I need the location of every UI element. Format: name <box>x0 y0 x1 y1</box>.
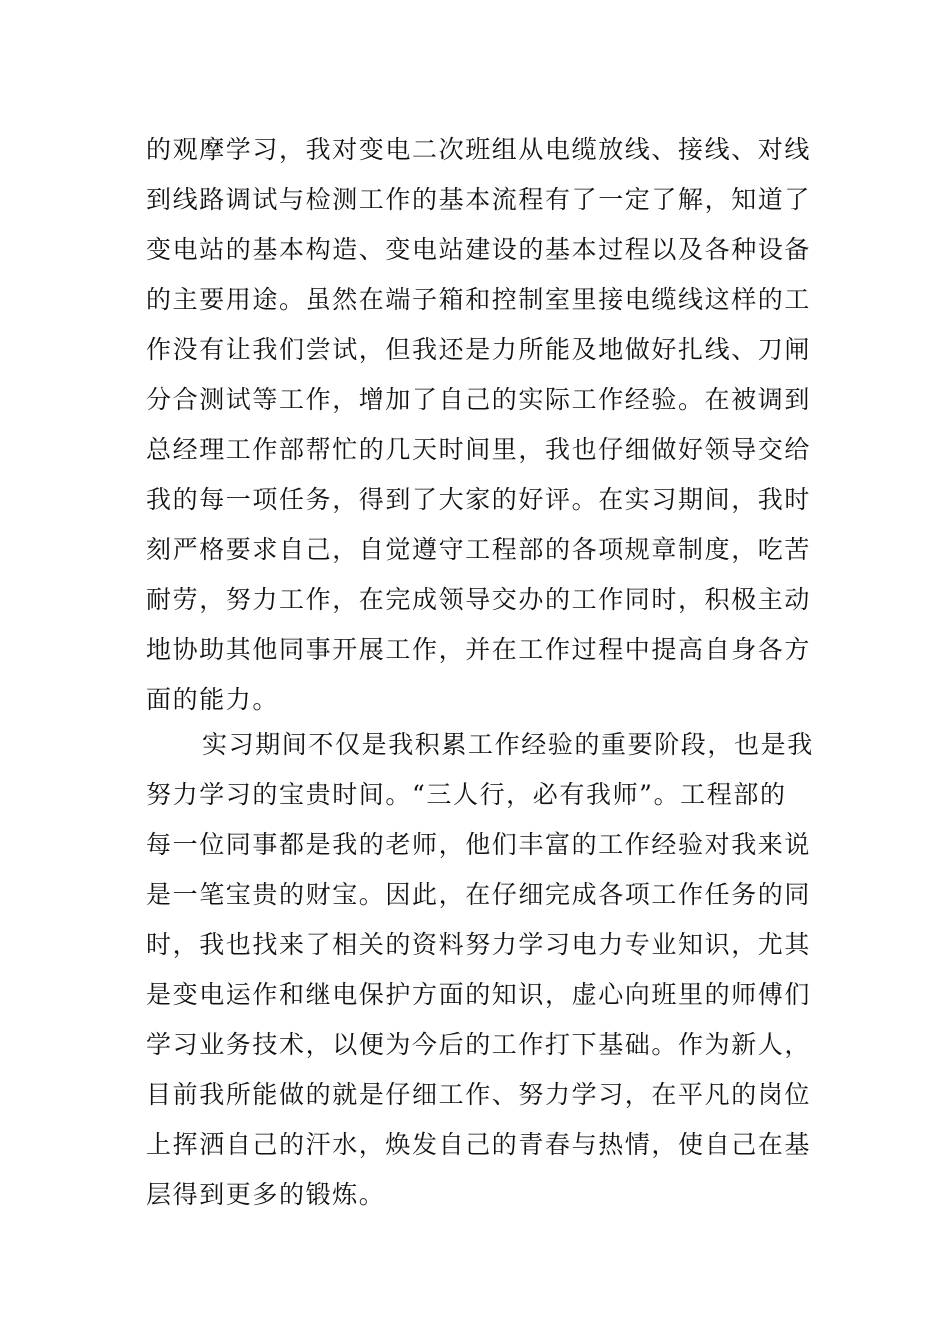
text-line: 的主要用途。虽然在端子箱和控制室里接电缆线这样的工 <box>146 285 812 314</box>
text-line: 变电站的基本构造、变电站建设的基本过程以及各种设备 <box>146 235 812 264</box>
text-line: 上挥洒自己的汗水，焕发自己的青春与热情，使自己在基 <box>146 1130 812 1159</box>
text-line: 目前我所能做的就是仔细工作、努力学习，在平凡的岗位 <box>146 1080 812 1109</box>
text-line: 每一位同事都是我的老师，他们丰富的工作经验对我来说 <box>146 830 812 859</box>
text-line: 分合测试等工作，增加了自己的实际工作经验。在被调到 <box>146 385 812 414</box>
text-line: 地协助其他同事开展工作，并在工作过程中提高自身各方 <box>146 635 812 664</box>
text-line: 时，我也找来了相关的资料努力学习电力专业知识，尤其 <box>146 930 812 959</box>
text-line: 刻严格要求自己，自觉遵守工程部的各项规章制度，吃苦 <box>146 535 812 564</box>
text-line: 面的能力。 <box>146 685 280 714</box>
text-line: 耐劳，努力工作，在完成领导交办的工作同时，积极主动 <box>146 585 812 614</box>
text-line: 努力学习的宝贵时间。“三人行，必有我师”。工程部的 <box>146 780 787 809</box>
text-line: 作没有让我们尝试，但我还是力所能及地做好扎线、刀闸 <box>146 335 812 364</box>
paragraph-2 <box>146 720 814 1220</box>
text-line: 到线路调试与检测工作的基本流程有了一定了解，知道了 <box>146 185 812 214</box>
text-line: 我的每一项任务，得到了大家的好评。在实习期间，我时 <box>146 485 812 514</box>
text-line-indented: 实习期间不仅是我积累工作经验的重要阶段，也是我 <box>202 730 814 759</box>
paragraph-1 <box>146 125 812 725</box>
text-line: 学习业务技术，以便为今后的工作打下基础。作为新人， <box>146 1030 812 1059</box>
text-line: 的观摩学习，我对变电二次班组从电缆放线、接线、对线 <box>146 135 812 164</box>
text-line: 层得到更多的锻炼。 <box>146 1180 386 1209</box>
text-line: 是变电运作和继电保护方面的知识，虚心向班里的师傅们 <box>146 980 812 1009</box>
text-line: 是一笔宝贵的财宝。因此，在仔细完成各项工作任务的同 <box>146 880 812 909</box>
text-line: 总经理工作部帮忙的几天时间里，我也仔细做好领导交给 <box>146 435 812 464</box>
